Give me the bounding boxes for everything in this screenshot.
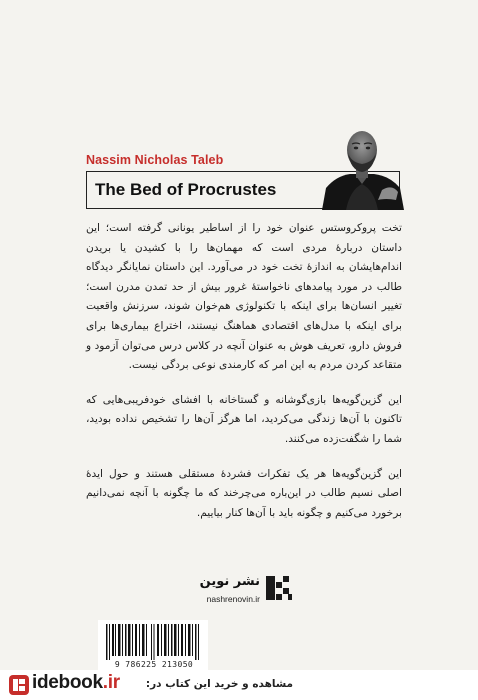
isbn-number: 9 786225 213050 (114, 660, 194, 669)
site-banner[interactable] (0, 670, 478, 700)
site-name-main: idebook (32, 672, 103, 693)
site-name[interactable] (32, 672, 120, 694)
synopsis-paragraph-3: این گزین‌گویه‌ها هر یک تفکرات فشردهٔ مستقلی هستند و حول ایدهٔ اصلی نسیم طالب در این‌باره می‌چرخند که ما چگونه با آنچه نمی‌دانیم برخورد می‌کنیم و چگونه باید با آن‌ها کنار بیاییم. (86, 467, 402, 519)
author-name: Nassim Nicholas Taleb (86, 153, 224, 167)
author-portrait (316, 118, 408, 210)
site-caption: مشاهده و خرید این کتاب در: (145, 678, 293, 690)
isbn-barcode (98, 620, 208, 672)
publisher-url: nashrenovin.ir (206, 594, 260, 604)
publisher-logo (180, 570, 300, 612)
publisher-name: نشر نوین (199, 574, 260, 589)
synopsis-paragraph-1: تخت پروکروستس عنوان خود را از اساطیر یونانی گرفته است؛ این داستان دربارهٔ مردی است که مهمان‌ها را با کشیدن یا بریدن اندام‌هایشان به اندازهٔ تخت خود در می‌آورد. این داستان نمایانگر دیدگاه طالب در مورد پیامدهای ناخواستهٔ غرور بیش از حد تمدن مدرن است؛ تغییر انسان‌ها برای اینکه با تکنولوژی هم‌خوان شوند، سرزنش واقعیت برای اینکه با مدل‌های اقتصادی هماهنگ نیستند، اختراع بیماری‌ها برای فروش دارو، تعریف هوش به عنوان آنچه در کلاس درس می‌توان آزمود و متقاعد کردن مردم به این امر که کارمندی نوعی بردگی نیست. (86, 222, 402, 372)
synopsis (86, 219, 402, 538)
book-title: The Bed of Procrustes (95, 180, 277, 199)
synopsis-paragraph-2: این گزین‌گویه‌ها بازی‌گوشانه و گستاخانه با افشای خودفریبی‌هایی که تاکنون با آن‌ها زندگی می‌کردید، اما هرگز آن‌ها را تشخیص نداده بودید، شما را شگفت‌زده می‌کنند. (86, 393, 402, 445)
idebook-logo-icon (8, 674, 30, 696)
publisher-mark-icon (264, 574, 294, 604)
barcode-bars-icon (106, 624, 200, 660)
site-name-suffix: .ir (102, 672, 120, 693)
